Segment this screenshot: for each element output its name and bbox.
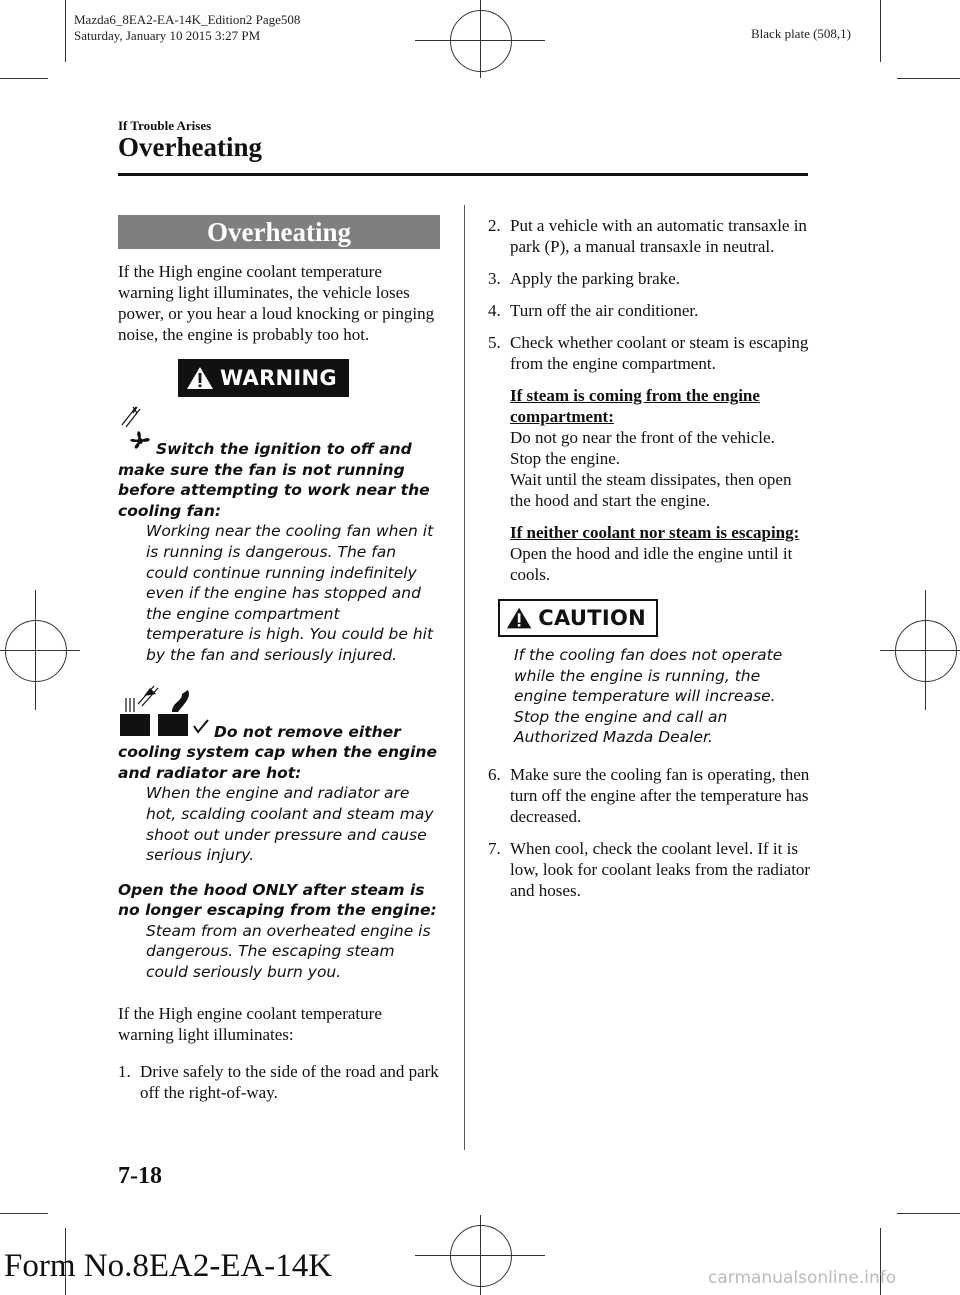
no-steam-text: Open the hood and idle the engine until it cools. xyxy=(510,544,793,584)
plate-file-info xyxy=(74,12,300,44)
steam-line: Wait until the steam dissipates, then open the hood and start the engine. xyxy=(510,470,792,510)
step-item xyxy=(488,300,813,321)
no-steam-subheading: If neither coolant nor steam is escaping: xyxy=(510,523,800,542)
form-number: Form No.8EA2-EA-14K xyxy=(4,1248,333,1284)
warning-item xyxy=(118,403,440,666)
caution-badge xyxy=(498,599,658,637)
step-item xyxy=(488,215,813,257)
warning-head-2: Do not remove either cooling system cap when the engine and radiator are hot: xyxy=(118,722,437,782)
left-column xyxy=(118,215,440,1114)
step-item xyxy=(488,838,813,901)
page-number: 7-18 xyxy=(118,1163,162,1189)
step-number: 5. xyxy=(488,333,501,352)
lead-paragraph: If the High engine coolant temperature warning light illuminates: xyxy=(118,1003,382,1044)
plate-file-line: Mazda6_8EA2-EA-14K_Edition2 Page508 xyxy=(74,12,301,27)
step-text: When cool, check the coolant level. If it is low, look for coolant leaks from the radiator and hoses. xyxy=(510,838,811,900)
step-number: 6. xyxy=(488,764,501,784)
steam-line: Stop the engine. xyxy=(510,449,621,468)
warning-label: WARNING xyxy=(220,366,337,390)
step-text: Put a vehicle with an automatic transaxle in park (P), a manual transaxle in neutral. xyxy=(510,216,807,256)
warning-block xyxy=(118,403,440,983)
section-band-title: Overheating xyxy=(118,215,440,249)
step-item xyxy=(488,764,813,827)
plate-date-line: Saturday, January 10 2015 3:27 PM xyxy=(74,28,261,43)
right-column xyxy=(488,215,813,912)
step-text: Make sure the cooling fan is operating, then turn off the engine after the temperature has decreased. xyxy=(510,764,810,826)
section-breadcrumb: If Trouble Arises xyxy=(118,118,212,133)
step-number: 7. xyxy=(488,838,501,858)
warning-item xyxy=(118,880,440,983)
steam-subheading: If steam is coming from the engine compartment: xyxy=(510,386,760,426)
warning-body-2: When the engine and radiator are hot, scalding coolant and steam may shoot out under pressure and cause serious injury. xyxy=(146,784,434,865)
step-item xyxy=(118,1061,440,1103)
step-number: 1. xyxy=(118,1061,131,1081)
watermark-text: carmanualsonline.info xyxy=(708,1268,897,1288)
warning-badge-wrap xyxy=(118,359,440,397)
step-number: 2. xyxy=(488,216,501,235)
step-item xyxy=(488,332,813,374)
step-text: Apply the parking brake. xyxy=(510,269,680,288)
caution-label: CAUTION xyxy=(538,606,646,630)
page-title: Overheating xyxy=(118,132,262,162)
steam-line: Do not go near the front of the vehicle. xyxy=(510,428,775,447)
step-text: Check whether coolant or steam is escaping from the engine compartment. xyxy=(510,333,809,373)
step-item xyxy=(488,268,813,289)
step-text: Turn off the air conditioner. xyxy=(510,301,699,320)
warning-head-1: Switch the ignition to off and make sure the fan is not running before attempting to work near the cooling fan: xyxy=(118,440,430,520)
warning-badge xyxy=(178,359,349,397)
warning-head-3: Open the hood ONLY after steam is no longer escaping from the engine: xyxy=(118,880,437,920)
step-number: 3. xyxy=(488,269,501,288)
header-rule xyxy=(118,173,808,176)
black-plate-label: Black plate (508,1) xyxy=(751,26,851,41)
step5-details xyxy=(488,385,813,585)
warning-body-3: Steam from an overheated engine is dangerous. The escaping steam could seriously burn you. xyxy=(146,921,431,982)
caution-triangle-icon xyxy=(506,605,532,631)
column-divider xyxy=(464,205,465,1150)
warning-item xyxy=(118,684,440,866)
step-text: Drive safely to the side of the road and park off the right-of-way. xyxy=(140,1061,439,1102)
caution-text: If the cooling fan does not operate while the engine is running, the engine temperature will increase. Stop the engine and call an Authorized Mazda Dealer. xyxy=(514,646,783,747)
step-number: 4. xyxy=(488,301,501,320)
warning-body-1: Working near the cooling fan when it is running is dangerous. The fan could continue running indefinitely even if the engine has stopped and the engine compartment temperature is high. You could be hit by the fan and seriously injured. xyxy=(146,522,434,664)
warning-triangle-icon xyxy=(186,365,214,391)
intro-paragraph: If the High engine coolant temperature warning light illuminates, the vehicle loses power, or you hear a loud knocking or pinging noise, the engine is probably too hot. xyxy=(118,262,435,344)
caution-badge-wrap xyxy=(488,599,813,637)
